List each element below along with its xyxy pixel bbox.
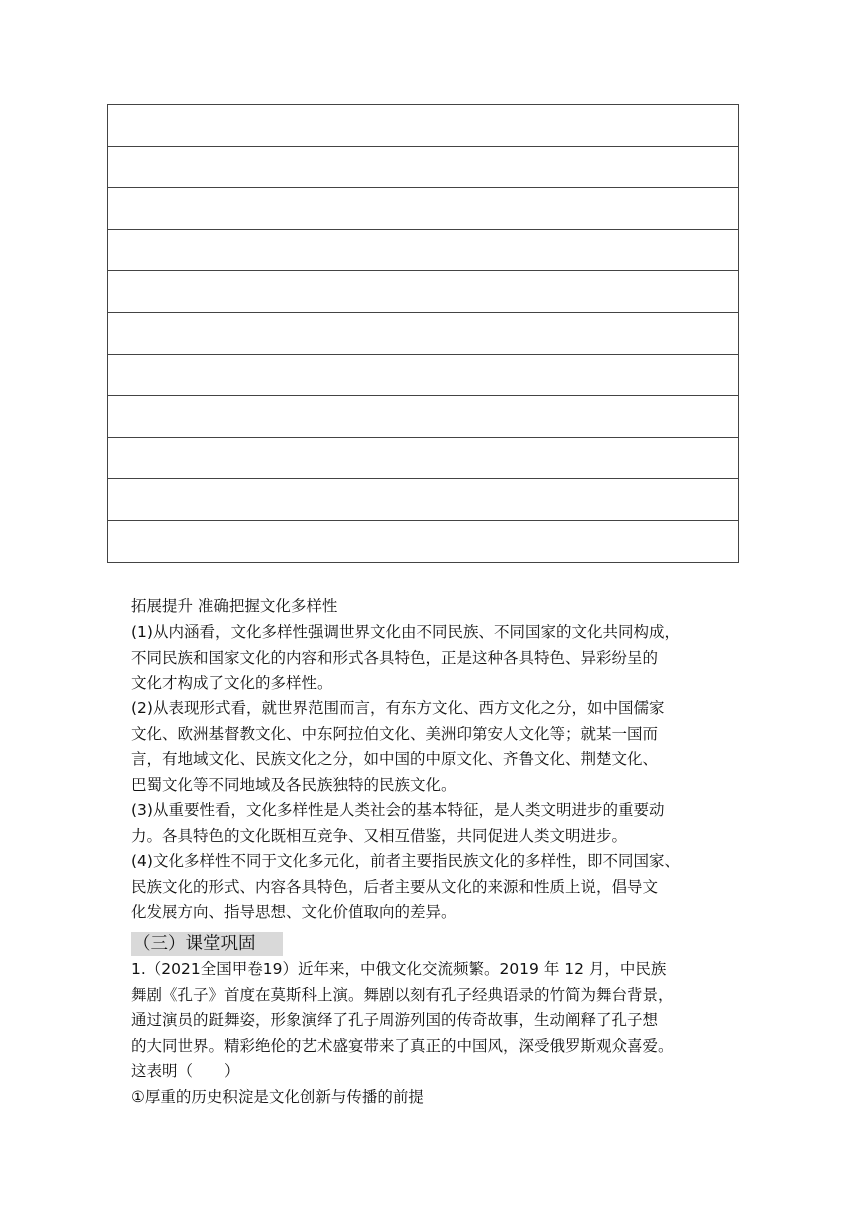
answer-table-row <box>108 229 739 271</box>
answer-table <box>107 104 739 563</box>
answer-cell <box>108 271 739 313</box>
answer-cell <box>108 188 739 230</box>
answer-cell <box>108 312 739 354</box>
answer-cell <box>108 146 739 188</box>
answer-cell <box>108 105 739 147</box>
expand-paragraph-3: (3)从重要性看，文化多样性是人类社会的基本特征，是人类文明进步的重要动 力。各具特色的文化既相互竞争、又相互借鉴，共同促进人类文明进步。 <box>131 801 665 845</box>
answer-table-row <box>108 271 739 313</box>
answer-table-row <box>108 105 739 147</box>
expand-title: 拓展提升 准确把握文化多样性 <box>131 597 338 615</box>
answer-cell <box>108 229 739 271</box>
answer-table-row <box>108 520 739 562</box>
answer-table-row <box>108 188 739 230</box>
question-1-stem: 1.（2021全国甲卷19）近年来，中俄文化交流频繁。2019 年 12 月，中民族 舞剧《孔子》首度在莫斯科上演。舞剧以刻有孔子经典语录的竹简为舞台背景， 通过演员的跹舞姿，形象演绎了孔子周游列国的传奇故事，生动阐释了孔子想 的大同世界。精彩绝伦的艺术盛宴带来了真正的中国风，深受俄罗斯观众喜爱。 这表明（ ） <box>131 960 674 1080</box>
answer-cell <box>108 437 739 479</box>
answer-cell <box>108 396 739 438</box>
answer-table-row <box>108 479 739 521</box>
expand-paragraph-1: (1)从内涵看，文化多样性强调世界文化由不同民族、不同国家的文化共同构成， 不同民族和国家文化的内容和形式各具特色，正是这种各具特色、异彩纷呈的 文化才构成了文化的多样性。 <box>131 623 680 692</box>
answer-cell <box>108 520 739 562</box>
section-heading-consolidation: （三）课堂巩固 <box>131 932 283 956</box>
question-1-option-1: ①厚重的历史积淀是文化创新与传播的前提 <box>131 1088 424 1106</box>
expand-paragraph-2: (2)从表现形式看，就世界范围而言，有东方文化、西方文化之分，如中国儒家 文化、欧洲基督教文化、中东阿拉伯文化、美洲印第安人文化等；就某一国而 言，有地域文化、民族文化之分，如中国的中原文化、齐鲁文化、荆楚文化、 巴蜀文化等不同地域及各民族独特的民族文化。 <box>131 699 665 794</box>
answer-table-row <box>108 354 739 396</box>
answer-table-row <box>108 396 739 438</box>
answer-table-row <box>108 437 739 479</box>
answer-table-row <box>108 146 739 188</box>
answer-table-row <box>108 312 739 354</box>
answer-cell <box>108 354 739 396</box>
expand-paragraph-4: (4)文化多样性不同于文化多元化，前者主要指民族文化的多样性，即不同国家、 民族文化的形式、内容各具特色，后者主要从文化的来源和性质上说，倡导文 化发展方向、指导思想、文化价值取向的差异。 <box>131 852 680 921</box>
answer-cell <box>108 479 739 521</box>
